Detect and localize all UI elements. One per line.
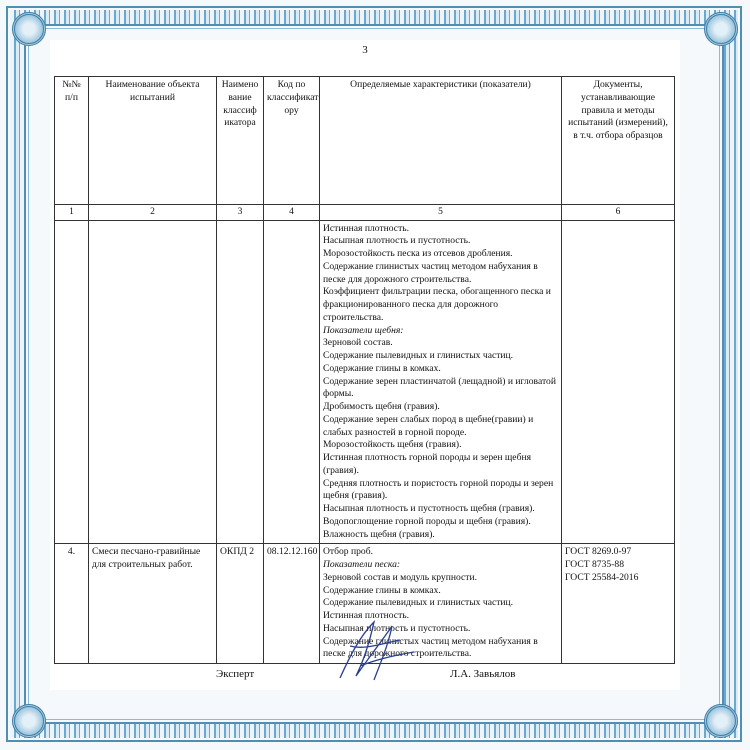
characteristic-line: Содержание глинистых частиц методом набухания в песке для дорожного строительства.: [323, 635, 538, 660]
characteristic-line: Содержание зерен слабых пород в щебне(гравии) и слабых разностей в горной породе.: [323, 413, 534, 438]
header-classifier: Наимено вание классиф икатора: [217, 77, 264, 205]
row-number: 4.: [55, 544, 89, 664]
classifier-code: 08.12.12.160: [264, 544, 320, 664]
object-name: Смеси песчано-гравийные для строительных работ.: [89, 544, 217, 664]
signature-footer: [50, 668, 680, 690]
document-content: [50, 40, 680, 690]
header-code: Код по классификат ору: [264, 77, 320, 205]
characteristic-line: Показатели щебня:: [323, 324, 404, 336]
characteristics-cell: [320, 220, 562, 544]
signature-icon: [330, 616, 420, 686]
characteristic-line: Содержание глины в комках.: [323, 584, 441, 596]
header-object-name: Наименование объекта испытаний: [89, 77, 217, 205]
column-number-row: [55, 205, 675, 221]
column-number: 1: [55, 205, 89, 221]
document-reference: ГОСТ 8269.0-97: [565, 546, 632, 558]
characteristic-line: Содержание пылевидных и глинистых частиц.: [323, 597, 514, 609]
characteristic-line: Отбор проб.: [323, 546, 374, 558]
characteristic-line: Содержание глинистых частиц методом набухания в песке для дорожного строительства.: [323, 260, 538, 285]
document-reference: ГОСТ 8735-88: [565, 559, 624, 571]
characteristic-line: Насыпная плотность и пустотность.: [323, 622, 471, 634]
column-number: 6: [562, 205, 675, 221]
column-number: 5: [320, 205, 562, 221]
characteristic-line: Содержание глины в комках.: [323, 362, 441, 374]
page-number: 3: [362, 44, 368, 56]
characteristic-line: Зерновой состав.: [323, 337, 393, 349]
corner-ornament-icon: [704, 12, 738, 46]
characteristic-line: Морозостойкость щебня (гравия).: [323, 439, 462, 451]
characteristic-line: Содержание пылевидных и глинистых частиц.: [323, 350, 514, 362]
table-row-continuation: [55, 220, 675, 544]
characteristic-line: Показатели песка:: [323, 559, 401, 571]
characteristic-line: Истинная плотность.: [323, 610, 410, 622]
characteristic-line: Водопоглощение горной породы и щебня (гравия).: [323, 515, 531, 527]
characteristic-line: Насыпная плотность и пустотность щебня (гравия).: [323, 503, 535, 515]
characteristic-line: Истинная плотность.: [323, 222, 410, 234]
document-reference: ГОСТ 25584-2016: [565, 571, 639, 583]
header-documents: Документы, устанавливающие правила и методы испытаний (измерений), в т.ч. отбора образцов: [562, 77, 675, 205]
expert-role: Эксперт: [216, 668, 255, 680]
characteristic-line: Зерновой состав и модуль крупности.: [323, 571, 477, 583]
characteristic-line: Насыпная плотность и пустотность.: [323, 235, 471, 247]
documents-cell: [562, 544, 675, 664]
column-number: 3: [217, 205, 264, 221]
characteristic-line: Коэффициент фильтрации песка, обогащенного песка и фракционированного песка для дорожного строительства.: [323, 286, 551, 323]
column-number: 2: [89, 205, 217, 221]
column-number: 4: [264, 205, 320, 221]
classifier-name: ОКПД 2: [217, 544, 264, 664]
table-header-row: [55, 77, 675, 205]
characteristic-line: Дробимость щебня (гравия).: [323, 401, 440, 413]
characteristic-line: Содержание зерен пластинчатой (лещадной) и игловатой формы.: [323, 375, 556, 400]
header-characteristics: Определяемые характеристики (показатели): [320, 77, 562, 205]
characteristic-line: Влажность щебня (гравия).: [323, 528, 435, 540]
expert-name: Л.А. Завьялов: [450, 668, 516, 680]
corner-ornament-icon: [12, 704, 46, 738]
corner-ornament-icon: [12, 12, 46, 46]
header-number: №№ п/п: [55, 77, 89, 205]
accreditation-scope-table: [54, 76, 675, 664]
corner-ornament-icon: [704, 704, 738, 738]
characteristic-line: Средняя плотность и пористость горной породы и зерен щебня (гравия).: [323, 477, 554, 502]
characteristic-line: Истинная плотность горной породы и зерен щебня (гравия).: [323, 452, 531, 476]
characteristic-line: Морозостойкость песка из отсевов дробления.: [323, 248, 513, 260]
